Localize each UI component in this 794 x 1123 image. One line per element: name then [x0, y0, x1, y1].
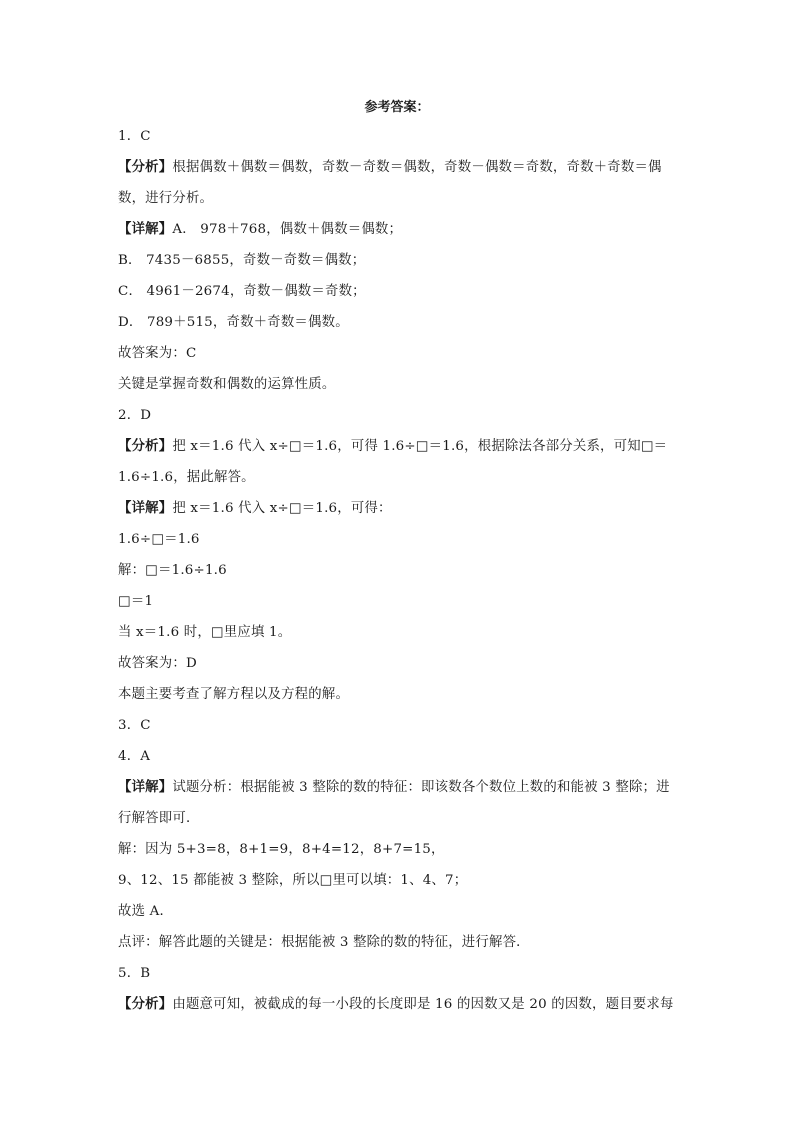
- page-title: 参考答案：: [364, 100, 430, 115]
- text-line: [118, 958, 680, 989]
- text-line: [118, 338, 680, 369]
- line-text: D． 789＋515，奇数＋奇数＝偶数。: [118, 315, 349, 330]
- line-text: 试题分析：根据能被 3 整除的数的特征：即该数各个数位上数的和能被 3 整除；进: [172, 780, 670, 795]
- text-line: [118, 679, 680, 710]
- text-line: [118, 245, 680, 276]
- text-line: [118, 431, 680, 462]
- text-line: [118, 834, 680, 865]
- line-text: 1.6÷□＝1.6: [118, 532, 200, 547]
- text-line: [118, 214, 680, 245]
- line-text: 本题主要考查了解方程以及方程的解。: [118, 687, 350, 702]
- line-text: 9、12、15 都能被 3 整除，所以□里可以填：1、4、7；: [118, 873, 468, 888]
- section-tag: 【详解】: [118, 221, 173, 237]
- line-text: 解：因为 5+3=8，8+1=9，8+4=12，8+7=15，: [118, 842, 445, 857]
- text-line: [118, 803, 680, 834]
- text-line: [118, 555, 680, 586]
- line-text: 根据偶数＋偶数＝偶数，奇数－奇数＝偶数，奇数－偶数＝奇数，奇数＋奇数＝偶: [172, 160, 662, 175]
- text-line: [118, 772, 680, 803]
- line-text: 行解答即可．: [118, 811, 200, 826]
- text-line: [118, 989, 680, 1020]
- line-text: 5．B: [118, 966, 151, 981]
- line-text: C． 4961－2674，奇数－偶数＝奇数；: [118, 284, 366, 299]
- text-line: [118, 462, 680, 493]
- text-line: [118, 493, 680, 524]
- text-line: [118, 276, 680, 307]
- text-line: [118, 183, 680, 214]
- line-text: 故答案为：D: [118, 656, 197, 671]
- line-text: 4．A: [118, 749, 151, 764]
- line-text: 2．D: [118, 408, 152, 423]
- text-line: [118, 710, 680, 741]
- line-text: 故答案为：C: [118, 346, 197, 361]
- line-text: □＝1: [118, 594, 154, 609]
- text-line: [118, 307, 680, 338]
- line-text: A． 978＋768，偶数＋偶数＝偶数；: [172, 222, 403, 237]
- line-text: 当 x＝1.6 时，□里应填 1。: [118, 625, 292, 640]
- line-text: 1．C: [118, 129, 151, 144]
- text-line: [118, 648, 680, 679]
- section-tag: 【分析】: [118, 438, 173, 454]
- text-line: [118, 741, 680, 772]
- text-line: [118, 400, 680, 431]
- section-tag: 【分析】: [118, 996, 173, 1012]
- line-text: 关键是掌握奇数和偶数的运算性质。: [118, 377, 336, 392]
- text-line: [118, 927, 680, 958]
- section-tag: 【分析】: [118, 159, 173, 175]
- text-line: [118, 865, 680, 896]
- line-text: 把 x＝1.6 代入 x÷□＝1.6，可得 1.6÷□＝1.6，根据除法各部分关系，可知□＝: [172, 439, 668, 454]
- line-text: 点评：解答此题的关键是：根据能被 3 整除的数的特征，进行解答．: [118, 935, 530, 950]
- section-tag: 【详解】: [118, 779, 173, 795]
- text-line: [118, 121, 680, 152]
- line-text: 把 x＝1.6 代入 x÷□＝1.6，可得：: [172, 501, 392, 516]
- answer-content: [118, 121, 680, 1020]
- line-text: 解：□＝1.6÷1.6: [118, 563, 227, 578]
- text-line: [118, 617, 680, 648]
- line-text: B． 7435－6855，奇数－奇数＝偶数；: [118, 253, 366, 268]
- text-line: [118, 586, 680, 617]
- section-tag: 【详解】: [118, 500, 173, 516]
- line-text: 3．C: [118, 718, 151, 733]
- text-line: [118, 896, 680, 927]
- line-text: 由题意可知，被截成的每一小段的长度即是 16 的因数又是 20 的因数，题目要求每: [172, 997, 674, 1012]
- line-text: 故选 A．: [118, 904, 174, 919]
- text-line: [118, 152, 680, 183]
- text-line: [118, 369, 680, 400]
- line-text: 数，进行分析。: [118, 191, 214, 206]
- line-text: 1.6÷1.6，据此解答。: [118, 470, 255, 485]
- text-line: [118, 524, 680, 555]
